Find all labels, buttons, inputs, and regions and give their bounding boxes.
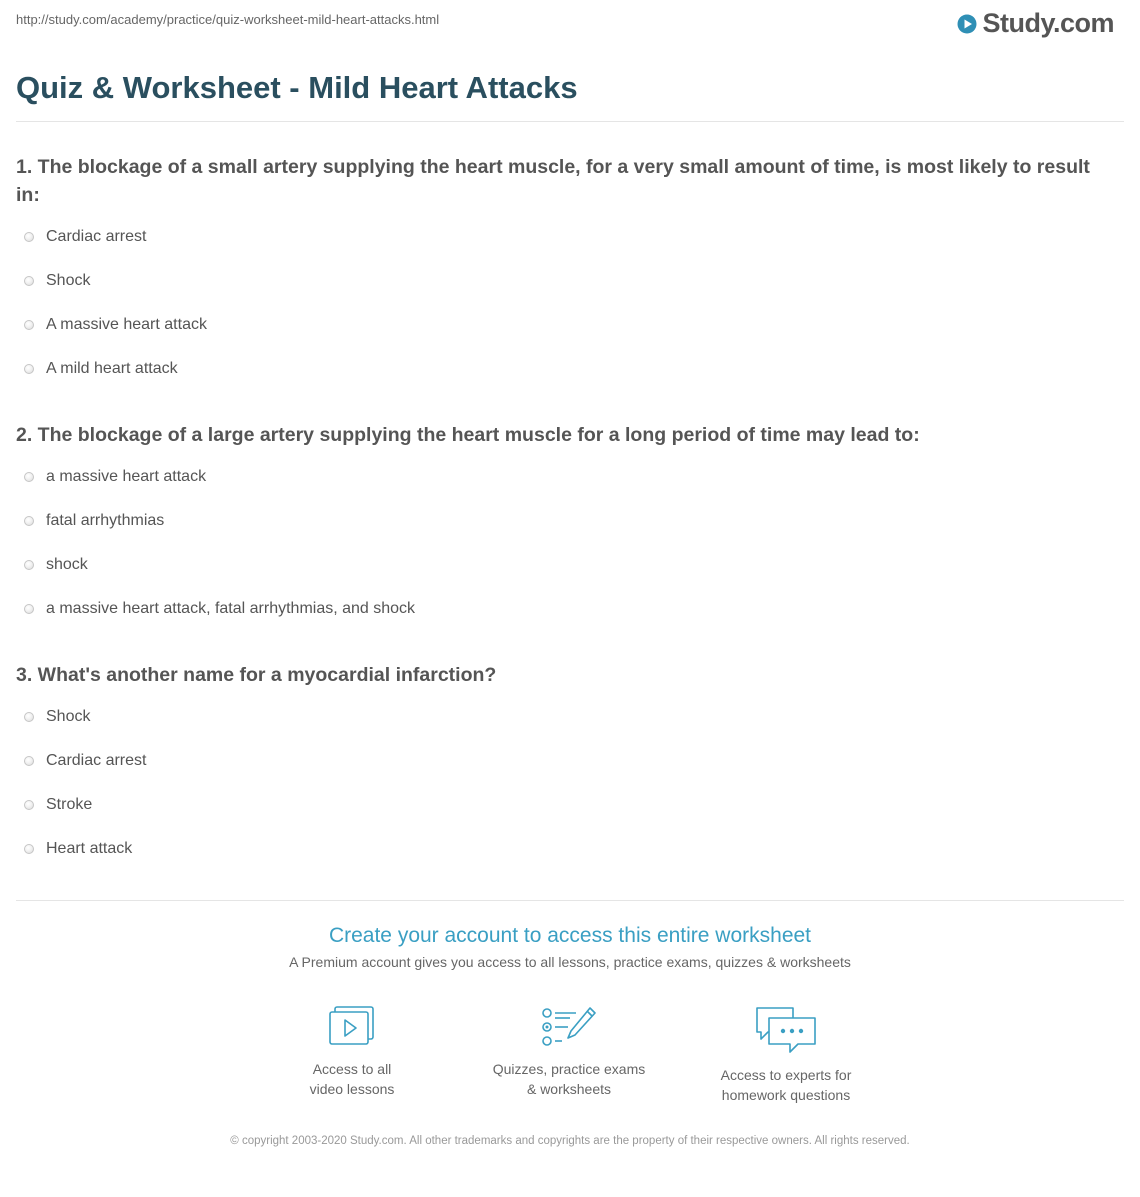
feature-quizzes bbox=[479, 1005, 659, 1099]
radio-button[interactable] bbox=[24, 320, 34, 330]
answer-option[interactable] bbox=[24, 316, 207, 334]
answer-option[interactable] bbox=[24, 752, 146, 770]
radio-button[interactable] bbox=[24, 232, 34, 242]
option-label: shock bbox=[46, 556, 88, 573]
title-divider bbox=[16, 121, 1124, 122]
answer-option[interactable] bbox=[24, 840, 132, 858]
option-label: Heart attack bbox=[46, 840, 133, 857]
section-divider bbox=[16, 900, 1124, 901]
option-label: fatal arrhythmias bbox=[46, 512, 165, 529]
radio-button[interactable] bbox=[24, 800, 34, 810]
answer-option[interactable] bbox=[24, 468, 206, 486]
option-label: a massive heart attack bbox=[46, 468, 207, 485]
answer-option[interactable] bbox=[24, 228, 146, 246]
radio-button[interactable] bbox=[24, 712, 34, 722]
cta-subheading: A Premium account gives you access to all lessons, practice exams, quizzes & worksheets bbox=[289, 954, 851, 970]
copyright-notice: © copyright 2003-2020 Study.com. All other trademarks and copyrights are the property of their respective owners. All rights reserved. bbox=[230, 1135, 910, 1147]
answer-option[interactable] bbox=[24, 708, 90, 726]
feature-label: Access to experts for homework questions bbox=[720, 1067, 852, 1103]
radio-button[interactable] bbox=[24, 560, 34, 570]
study-logo[interactable] bbox=[957, 8, 1114, 39]
quiz-checklist-icon bbox=[540, 1005, 598, 1049]
video-lessons-icon bbox=[326, 1005, 378, 1049]
radio-button[interactable] bbox=[24, 276, 34, 286]
option-label: A mild heart attack bbox=[46, 360, 178, 377]
answer-option[interactable] bbox=[24, 360, 178, 378]
answer-option[interactable] bbox=[24, 796, 92, 814]
feature-label: Quizzes, practice exams & worksheets bbox=[492, 1061, 646, 1097]
chat-bubbles-icon bbox=[754, 1005, 818, 1055]
radio-button[interactable] bbox=[24, 472, 34, 482]
radio-button[interactable] bbox=[24, 844, 34, 854]
option-label: Shock bbox=[46, 708, 91, 725]
question-text: 1. The blockage of a small artery supplying the heart muscle, for a very small amount of time, is most likely to result in: bbox=[16, 156, 1090, 206]
radio-button[interactable] bbox=[24, 364, 34, 374]
feature-video-lessons bbox=[262, 1005, 442, 1099]
question-text: 2. The blockage of a large artery supplying the heart muscle for a long period of time may lead to: bbox=[16, 424, 920, 446]
page-url: http://study.com/academy/practice/quiz-worksheet-mild-heart-attacks.html bbox=[16, 12, 440, 27]
option-label: Cardiac arrest bbox=[46, 752, 147, 769]
play-circle-icon bbox=[957, 14, 977, 34]
radio-button[interactable] bbox=[24, 516, 34, 526]
answer-option[interactable] bbox=[24, 512, 164, 530]
cta-heading[interactable]: Create your account to access this entire worksheet bbox=[328, 924, 812, 947]
answer-option[interactable] bbox=[24, 600, 415, 618]
option-label: A massive heart attack bbox=[46, 316, 207, 333]
answer-option[interactable] bbox=[24, 556, 88, 574]
logo-text: Study.com bbox=[982, 8, 1114, 38]
option-label: a massive heart attack, fatal arrhythmias, and shock bbox=[46, 600, 416, 617]
option-label: Shock bbox=[46, 272, 91, 289]
question-text: 3. What's another name for a myocardial infarction? bbox=[16, 664, 497, 686]
option-label: Stroke bbox=[46, 796, 93, 813]
radio-button[interactable] bbox=[24, 756, 34, 766]
page-title: Quiz & Worksheet - Mild Heart Attacks bbox=[16, 70, 578, 105]
option-label: Cardiac arrest bbox=[46, 228, 147, 245]
feature-label: Access to all video lessons bbox=[309, 1061, 395, 1097]
feature-experts bbox=[696, 1005, 876, 1105]
radio-button[interactable] bbox=[24, 604, 34, 614]
answer-option[interactable] bbox=[24, 272, 90, 290]
